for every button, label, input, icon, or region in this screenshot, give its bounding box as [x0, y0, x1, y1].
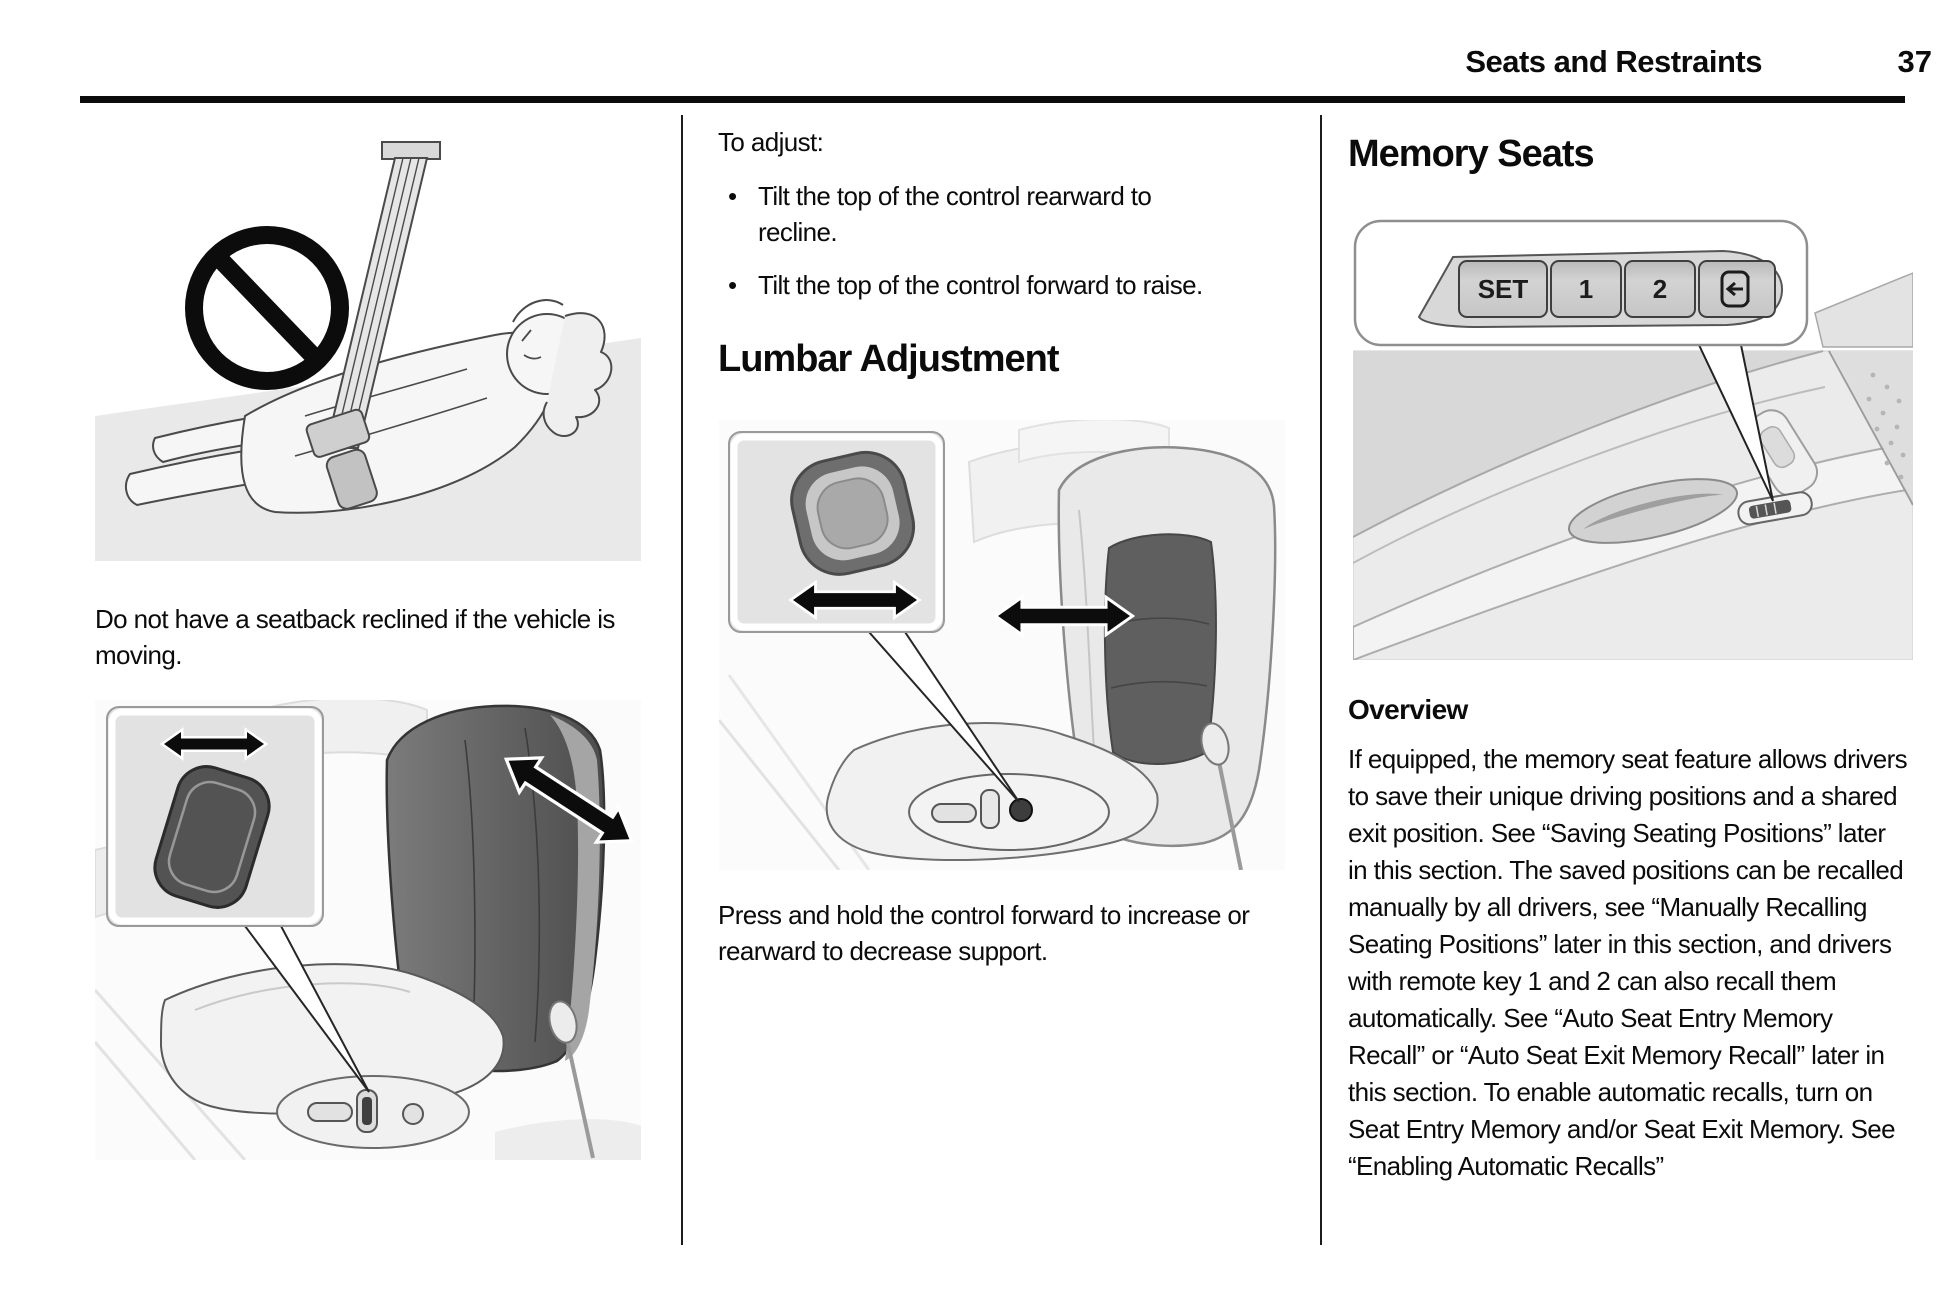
- memory-seats-heading: Memory Seats: [1348, 133, 1594, 175]
- adjust-bullet-list: [718, 178, 1270, 320]
- lumbar-pad-art: [1105, 534, 1216, 764]
- preset-2-label: 2: [1652, 274, 1668, 304]
- column-divider-right: [1320, 115, 1322, 1245]
- bullet-glyph: •: [728, 181, 737, 211]
- lumbar-figure: [719, 420, 1285, 875]
- column-divider-left: [681, 115, 683, 1245]
- no-recline-caption: Do not have a seatback reclined if the vehicle is moving.: [95, 604, 615, 670]
- to-adjust-label: To adjust:: [718, 127, 824, 157]
- bullet-glyph: •: [728, 270, 737, 300]
- list-item: [718, 267, 1270, 303]
- page-header-title: Seats and Restraints: [1465, 44, 1762, 79]
- memory-buttons-callout: [1355, 221, 1913, 347]
- overview-paragraph: If equipped, the memory seat feature allows drivers to save their unique driving positions and a shared exit position. See “Saving Seating Positions” later in this section. The saved positions can be recalled manually by all drivers, see “Manually Recalling Seating Positions” later in this section, and drivers with remote key 1 and 2 can also recall them automatically. See “Auto Seat Entry Memory Recall” or “Auto Seat Exit Memory Recall” later in this section. To enable automatic recalls, turn on Seat Entry Memory and/or Seat Exit Memory. See “Enabling Automatic Recalls”: [1348, 744, 1908, 1181]
- page-number: 37: [1897, 44, 1932, 79]
- bullet-text: Tilt the top of the control rearward to recline.: [758, 181, 1152, 247]
- bullet-text: Tilt the top of the control forward to raise.: [758, 270, 1203, 300]
- lumbar-adjustment-heading: Lumbar Adjustment: [718, 338, 1059, 380]
- set-button-label: SET: [1477, 274, 1529, 304]
- lumbar-control-callout: [729, 432, 944, 632]
- seat-side-controls-art: [277, 1076, 469, 1148]
- list-item: [718, 178, 1270, 250]
- lumbar-caption: Press and hold the control forward to increase or rearward to decrease support.: [718, 900, 1250, 966]
- no-recline-figure: [95, 116, 641, 566]
- recline-control-callout: [107, 707, 323, 926]
- header-rule: [80, 96, 1905, 103]
- door-panel-art: [1353, 351, 1913, 660]
- memory-seats-figure: [1353, 215, 1913, 665]
- overview-heading: Overview: [1348, 694, 1468, 725]
- preset-1-label: 1: [1578, 274, 1594, 304]
- seatback-control-figure: [95, 700, 641, 1165]
